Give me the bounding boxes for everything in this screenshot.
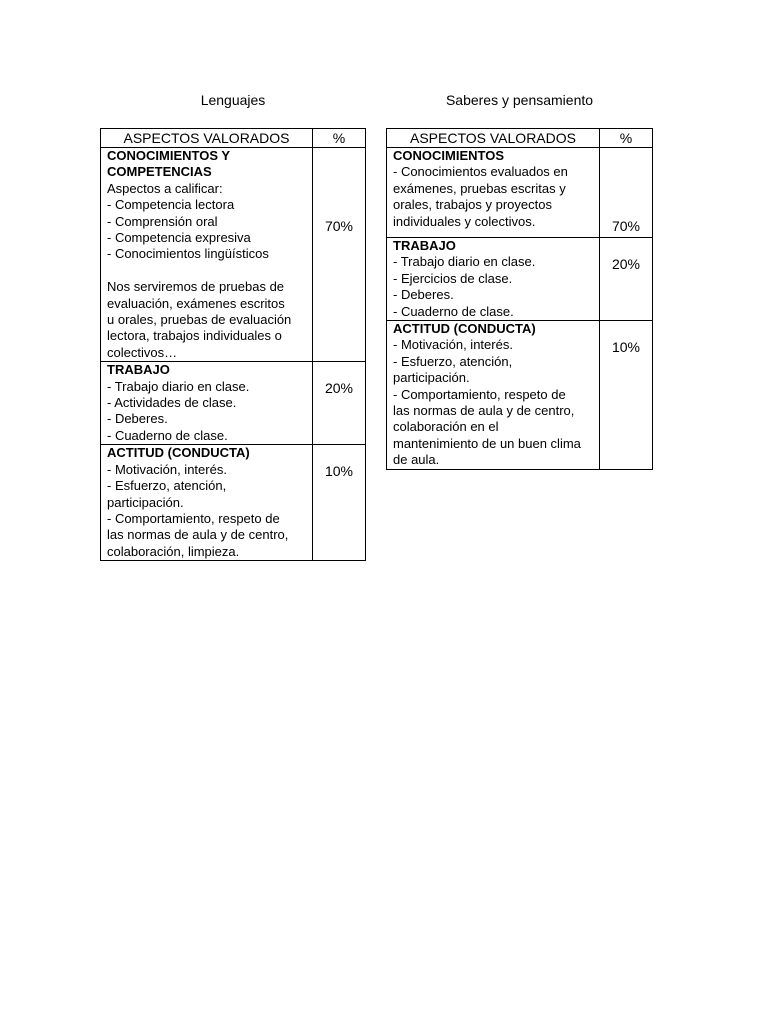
attitude-percent: 10%: [324, 463, 354, 480]
knowledge-percent-cell: [600, 148, 653, 238]
list-item: - Comprensión oral: [107, 213, 218, 229]
attitude-percent-cell: [600, 321, 653, 470]
lenguajes-evaluation-table: [100, 128, 366, 561]
knowledge-percent-cell: [313, 148, 366, 362]
section-title: ACTITUD (CONDUCTA): [107, 445, 250, 461]
paragraph-line: evaluación, exámenes escritos: [107, 295, 285, 311]
section-title: COMPETENCIAS: [107, 164, 212, 180]
table-row-knowledge: [387, 148, 653, 238]
work-percent-cell: [313, 362, 366, 445]
list-item: - Cuaderno de clase.: [393, 303, 514, 319]
work-percent: 20%: [611, 256, 641, 272]
list-item: - Esfuerzo, atención,: [107, 478, 227, 494]
list-item: - Motivación, interés.: [393, 337, 513, 353]
table-row-attitude: [387, 321, 653, 470]
table-row-knowledge: [101, 148, 366, 362]
saberes-title: Saberes y pensamiento: [445, 92, 594, 108]
paragraph-line: colectivos…: [107, 344, 178, 360]
table-row-work: [387, 238, 653, 321]
list-item: participación.: [107, 494, 184, 510]
list-item: - Comportamiento, respeto de: [107, 510, 280, 526]
list-item: orales, trabajos y proyectos: [393, 197, 552, 213]
paragraph-line: lectora, trabajos individuales o: [107, 328, 282, 344]
work-percent: 20%: [324, 380, 354, 397]
list-item: - Trabajo diario en clase.: [393, 254, 536, 270]
section-title: TRABAJO: [393, 238, 456, 253]
attitude-percent-cell: [313, 445, 366, 561]
list-item: Aspectos a calificar:: [107, 180, 223, 196]
list-item: - Ejercicios de clase.: [393, 270, 513, 286]
list-item: participación.: [393, 370, 470, 386]
attitude-percent: 10%: [611, 339, 641, 356]
section-title: CONOCIMIENTOS Y: [107, 148, 231, 163]
list-item: - Cuaderno de clase.: [107, 427, 228, 443]
list-item: de aula.: [393, 452, 440, 468]
work-description: [101, 362, 313, 445]
section-title: TRABAJO: [107, 362, 170, 378]
aspects-header: ASPECTOS VALORADOS: [101, 129, 313, 148]
list-item: - Conocimientos lingüísticos: [107, 246, 269, 262]
list-item: colaboración en el: [393, 419, 499, 435]
table-header-row: [101, 129, 366, 148]
list-item: - Deberes.: [393, 287, 454, 303]
spacer: [107, 263, 306, 279]
aspects-header: ASPECTOS VALORADOS: [387, 129, 600, 148]
list-item: individuales y colectivos.: [393, 213, 536, 229]
list-item: - Comportamiento, respeto de: [393, 386, 566, 402]
list-item: - Trabajo diario en clase.: [107, 378, 250, 394]
section-title: CONOCIMIENTOS: [393, 148, 504, 163]
attitude-description: [387, 321, 600, 470]
list-item: las normas de aula y de centro,: [393, 403, 575, 419]
list-item: - Esfuerzo, atención,: [393, 353, 513, 369]
saberes-evaluation-table: [386, 128, 653, 470]
knowledge-percent: 70%: [324, 218, 354, 234]
attitude-description: [101, 445, 313, 561]
list-item: - Actividades de clase.: [107, 395, 237, 411]
paragraph-line: u orales, pruebas de evaluación: [107, 312, 292, 328]
work-description: [387, 238, 600, 321]
knowledge-description: [387, 148, 600, 238]
percent-header: %: [600, 129, 653, 148]
list-item: - Conocimientos evaluados en: [393, 164, 568, 180]
paragraph-line: Nos serviremos de pruebas de: [107, 279, 285, 295]
section-title: ACTITUD (CONDUCTA): [393, 321, 536, 337]
work-percent-cell: [600, 238, 653, 321]
list-item: - Deberes.: [107, 411, 168, 427]
list-item: mantenimiento de un buen clima: [393, 435, 581, 451]
list-item: las normas de aula y de centro,: [107, 527, 289, 543]
list-item: - Competencia lectora: [107, 197, 235, 213]
table-row-work: [101, 362, 366, 445]
list-item: colaboración, limpieza.: [107, 543, 240, 559]
list-item: exámenes, pruebas escritas y: [393, 180, 566, 196]
knowledge-description: [101, 148, 313, 362]
knowledge-percent: 70%: [611, 218, 641, 234]
table-row-attitude: [101, 445, 366, 561]
percent-header: %: [313, 129, 366, 148]
table-header-row: [387, 129, 653, 148]
list-item: - Competencia expresiva: [107, 230, 251, 246]
list-item: - Motivación, interés.: [107, 461, 227, 477]
lenguajes-title: Lenguajes: [200, 92, 266, 108]
